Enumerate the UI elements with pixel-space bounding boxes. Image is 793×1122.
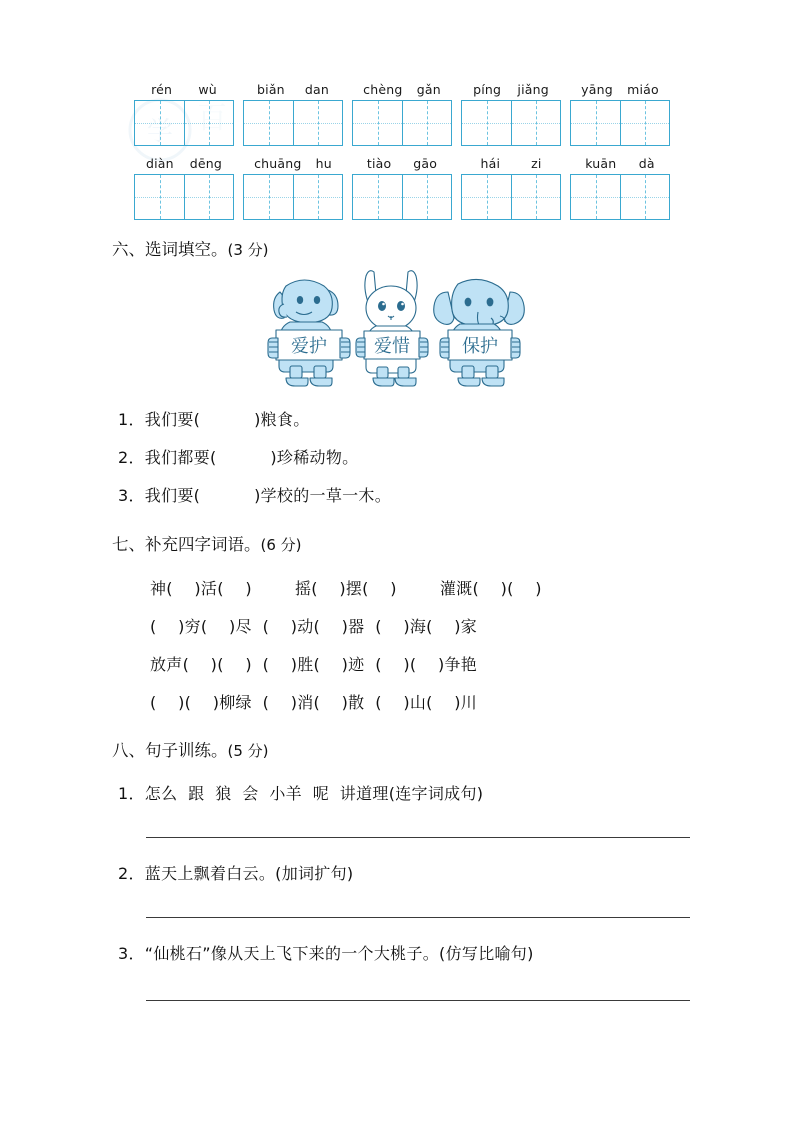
pinyin-grid-item[interactable] [243, 82, 352, 146]
tianzige-cell[interactable] [135, 175, 184, 219]
sign-text-dog: 爱护 [291, 336, 327, 357]
tianzige-box[interactable] [134, 174, 234, 220]
tianzige-cell[interactable] [184, 175, 233, 219]
pinyin-syllable: miáo [627, 82, 659, 97]
pinyin-grid-item[interactable] [352, 82, 461, 146]
pinyin-syllable: tiào [366, 156, 392, 171]
answer-line-2[interactable] [146, 917, 690, 918]
section-7-title: 七、补充四字词语。 [112, 535, 261, 554]
pinyin-syllable: rén [151, 82, 173, 97]
sign-text-elephant: 保护 [462, 336, 498, 357]
pinyin-grid-item[interactable] [461, 156, 570, 220]
pinyin-label [134, 82, 234, 97]
sign-text-rabbit: 爱惜 [374, 336, 410, 357]
tianzige-box[interactable] [352, 174, 452, 220]
pinyin-syllable: zi [531, 156, 542, 171]
tianzige-cell[interactable] [135, 101, 184, 145]
tianzige-box[interactable] [134, 100, 234, 146]
pinyin-label [243, 82, 343, 97]
pinyin-label [243, 156, 343, 171]
question-8-1[interactable]: 1．怎么 跟 狼 会 小羊 呢 讲道理(连字词成句) [118, 784, 484, 803]
svg-text:百: 百 [197, 101, 227, 136]
tianzige-cell[interactable] [571, 175, 620, 219]
pinyin-label [461, 156, 561, 171]
tianzige-cell[interactable] [511, 101, 560, 145]
pinyin-grid-item[interactable] [570, 156, 679, 220]
tianzige-box[interactable] [570, 100, 670, 146]
pinyin-syllable: dà [638, 156, 655, 171]
question-6-1[interactable]: 1．我们要( )粮食。 [118, 410, 310, 429]
pinyin-writing-grid [134, 82, 679, 230]
tianzige-box[interactable] [461, 174, 561, 220]
section-heading-6 [112, 236, 269, 260]
pinyin-label [134, 156, 234, 171]
pinyin-syllable: diàn [145, 156, 174, 171]
tianzige-cell[interactable] [620, 101, 669, 145]
tianzige-cell[interactable] [293, 175, 342, 219]
section-6-points: (3 分) [227, 241, 269, 259]
tianzige-cell[interactable] [511, 175, 560, 219]
tianzige-box[interactable] [461, 100, 561, 146]
tianzige-cell[interactable] [571, 101, 620, 145]
tianzige-cell[interactable] [184, 101, 233, 145]
question-8-3[interactable]: 3．“仙桃石”像从天上飞下来的一个大桃子。(仿写比喻句) [118, 944, 534, 963]
tianzige-cell[interactable] [402, 101, 451, 145]
pinyin-syllable: gǎn [416, 82, 441, 97]
pinyin-syllable: gāo [413, 156, 438, 171]
idiom-row[interactable]: 神( )活( ) 摇( )摆( ) 灌溉( )( ) [150, 579, 542, 598]
elephant-figure [434, 279, 525, 386]
tianzige-cell[interactable] [353, 101, 402, 145]
idiom-row[interactable]: ( )( )柳绿 ( )消( )散 ( )山( )川 [150, 693, 478, 712]
pinyin-grid-item[interactable] [134, 156, 243, 220]
section-heading-8 [112, 737, 269, 761]
answer-line-1[interactable] [146, 837, 690, 838]
pinyin-syllable: wù [198, 82, 217, 97]
pinyin-grid-row [134, 82, 679, 146]
section-7-points: (6 分) [260, 536, 302, 554]
pinyin-label [461, 82, 561, 97]
pinyin-syllable: chuāng [254, 156, 302, 171]
section-6-title: 六、选词填空。 [112, 240, 228, 259]
question-6-2[interactable]: 2．我们都要( )珍稀动物。 [118, 448, 359, 467]
tianzige-box[interactable] [243, 174, 343, 220]
pinyin-syllable: hu [315, 156, 332, 171]
question-6-3[interactable]: 3．我们要( )学校的一草一木。 [118, 486, 392, 505]
tianzige-cell[interactable] [462, 101, 511, 145]
pinyin-syllable: yāng [581, 82, 613, 97]
idiom-row[interactable]: 放声( )( ) ( )胜( )迹 ( )( )争艳 [150, 655, 478, 674]
section-8-points: (5 分) [227, 742, 269, 760]
pinyin-syllable: hái [480, 156, 501, 171]
pinyin-label [570, 82, 670, 97]
illustration-three-animals [262, 266, 528, 390]
rabbit-figure [356, 271, 428, 386]
pinyin-grid-item[interactable] [570, 82, 679, 146]
pinyin-grid-item[interactable] [134, 82, 243, 146]
tianzige-cell[interactable] [244, 175, 293, 219]
tianzige-cell[interactable] [402, 175, 451, 219]
pinyin-label [570, 156, 670, 171]
tianzige-cell[interactable] [293, 101, 342, 145]
dog-figure [268, 280, 350, 386]
idiom-row[interactable]: ( )穷( )尽 ( )动( )器 ( )海( )家 [150, 617, 478, 636]
tianzige-cell[interactable] [620, 175, 669, 219]
tianzige-box[interactable] [243, 100, 343, 146]
pinyin-label [352, 82, 452, 97]
pinyin-syllable: jiǎng [517, 82, 549, 97]
tianzige-box[interactable] [570, 174, 670, 220]
pinyin-grid-item[interactable] [461, 82, 570, 146]
pinyin-syllable: dēng [189, 156, 223, 171]
tianzige-cell[interactable] [462, 175, 511, 219]
pinyin-syllable: biǎn [257, 82, 285, 97]
tianzige-box[interactable] [352, 100, 452, 146]
pinyin-label [352, 156, 452, 171]
pinyin-grid-row [134, 156, 679, 220]
pinyin-syllable: chèng [363, 82, 403, 97]
answer-line-3[interactable] [146, 1000, 690, 1001]
tianzige-cell[interactable] [353, 175, 402, 219]
pinyin-syllable: kuān [585, 156, 617, 171]
pinyin-syllable: píng [473, 82, 502, 97]
pinyin-grid-item[interactable] [352, 156, 461, 220]
svg-text:学: 学 [146, 117, 174, 147]
pinyin-grid-item[interactable] [243, 156, 352, 220]
section-heading-7 [112, 531, 302, 555]
pinyin-syllable: dan [304, 82, 329, 97]
question-8-2[interactable]: 2．蓝天上飘着白云。(加词扩句) [118, 864, 354, 883]
section-8-title: 八、句子训练。 [112, 741, 228, 760]
tianzige-cell[interactable] [244, 101, 293, 145]
